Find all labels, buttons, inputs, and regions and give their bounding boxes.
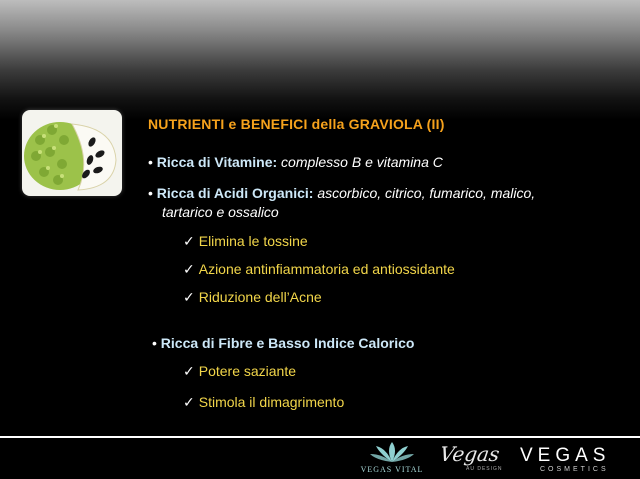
bullet-fibre-label: Ricca di Fibre e Basso Indice Calorico (160, 335, 415, 351)
check-icon: ✓ (183, 261, 195, 277)
bullet-dot: • (152, 335, 157, 351)
check-item (183, 363, 296, 380)
vegas-vital-logo (352, 440, 432, 476)
check-item-label: Potere saziante (198, 363, 297, 379)
footer-divider (0, 436, 640, 438)
vegas-script-text: Vegas (438, 442, 502, 466)
check-item-label: Azione antinfiammatoria ed antiossidante (198, 261, 455, 277)
fruit-image (22, 110, 122, 196)
check-item (183, 233, 308, 250)
vegas-cosmetics-logo (520, 445, 630, 477)
bullet-fibre (152, 335, 414, 351)
bullet-acids-continued (162, 204, 279, 220)
check-icon: ✓ (183, 289, 195, 305)
check-item (183, 261, 455, 278)
vegas-script-subtext: AU DESIGN (466, 466, 503, 472)
lotus-icon (352, 440, 432, 466)
check-item-label: Riduzione dell’Acne (198, 289, 322, 305)
check-icon: ✓ (183, 363, 195, 379)
vegas-vital-text: VEGAS VITAL (360, 465, 424, 474)
bullet-vitamins-detail: complesso B e vitamina C (277, 154, 443, 170)
bullet-dot: • (148, 154, 153, 170)
vegas-cosmetics-main: VEGAS (520, 445, 611, 466)
check-item-label: Stimola il dimagrimento (198, 394, 345, 410)
check-icon: ✓ (183, 233, 195, 249)
bullet-acids (148, 185, 535, 201)
check-item (183, 289, 322, 306)
slide-title: NUTRIENTI e BENEFICI della GRAVIOLA (II) (148, 116, 445, 132)
bullet-acids-detail-2: tartarico e ossalico (162, 204, 279, 220)
bullet-acids-detail-1: ascorbico, citrico, fumarico, malico, (313, 185, 536, 201)
check-item (183, 394, 344, 411)
bullet-vitamins-label: Ricca di Vitamine: (156, 154, 278, 170)
check-item-label: Elimina le tossine (198, 233, 308, 249)
bullet-acids-label: Ricca di Acidi Organici: (156, 185, 314, 201)
check-icon: ✓ (183, 394, 195, 410)
vegas-script-logo (438, 442, 508, 476)
bullet-vitamins (148, 154, 443, 170)
vegas-cosmetics-sub: COSMETICS (540, 466, 609, 473)
bullet-dot: • (148, 185, 153, 201)
